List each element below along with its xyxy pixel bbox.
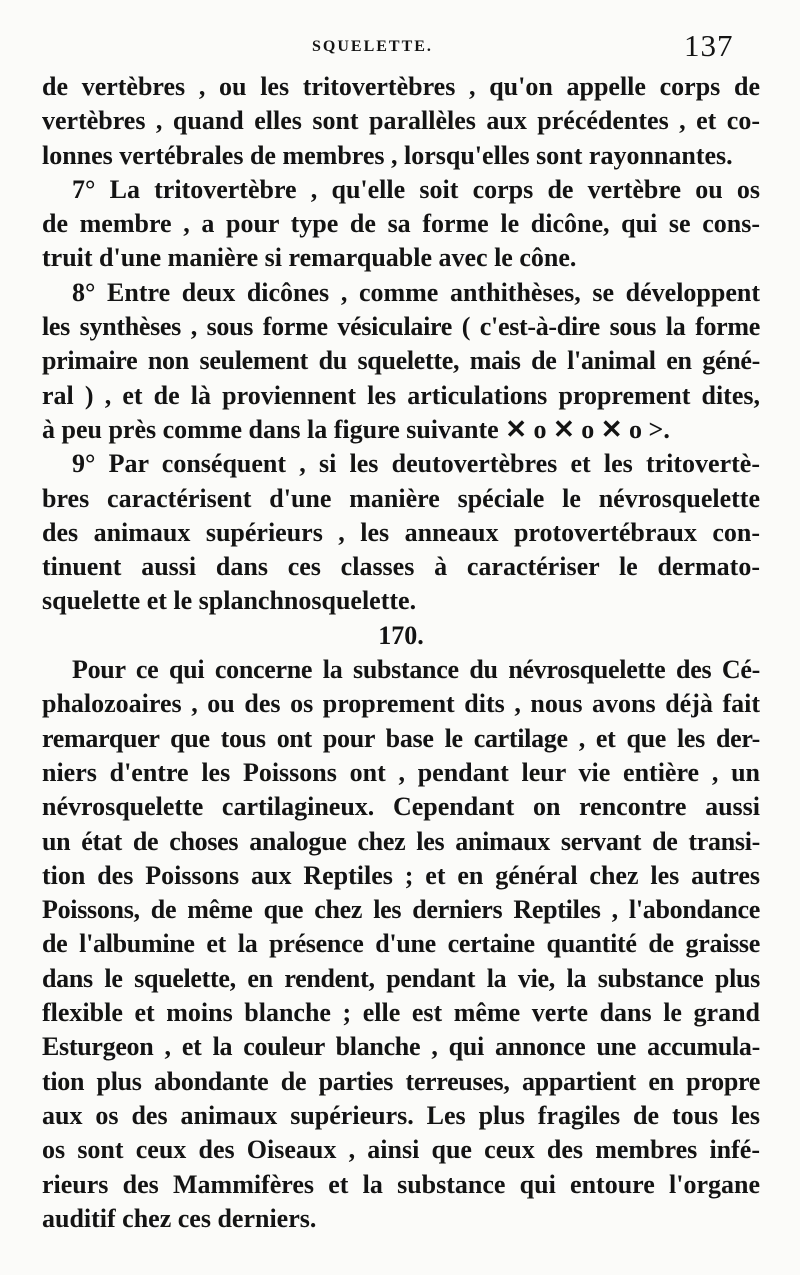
text-line: aux os des animaux supérieurs. Les plus fragiles de tous les <box>42 1100 760 1130</box>
text-line: phalozoaires , ou des os proprement dits , nous avons déjà fait <box>42 689 760 719</box>
text-line: auditif chez ces derniers. <box>42 1203 317 1233</box>
text-line: dans le squelette, en rendent, pendant la vie, la substance plus <box>42 963 760 993</box>
text-line: vertèbres , quand elles sont parallèles aux précédentes , et co- <box>42 106 760 136</box>
text-line: des animaux supérieurs , les anneaux protovertébraux con- <box>42 517 760 547</box>
text-line: niers d'entre les Poissons ont , pendant leur vie entière , un <box>42 757 760 787</box>
text-line: ral ) , et de là proviennent les articulations proprement dites, <box>42 380 760 410</box>
running-title: SQUELETTE. <box>312 38 433 55</box>
text-line: rieurs des Mammifères et la substance qui entoure l'organe <box>42 1169 760 1199</box>
text-line: tion plus abondante de parties terreuses, appartient en propre <box>42 1066 760 1096</box>
text-line: Poissons, de même que chez les derniers Reptiles , l'abondance <box>42 895 760 925</box>
text-line: lonnes vertébrales de membres , lorsqu'elles sont rayonnantes. <box>42 140 733 170</box>
text-line: de l'albumine et la présence d'une certaine quantité de graisse <box>42 929 760 959</box>
text-line: os sont ceux des Oiseaux , ainsi que ceux des membres infé- <box>42 1135 760 1165</box>
text-line: de membre , a pour type de sa forme le dicône, qui se cons- <box>42 209 760 239</box>
text-line: tinuent aussi dans ces classes à caractériser le dermato- <box>42 552 760 582</box>
page-number: 137 <box>684 28 734 63</box>
paragraph-7-start: 7° La tritovertèbre , qu'elle soit corps de vertèbre ou os <box>72 174 760 204</box>
paragraph-170-start: Pour ce qui concerne la substance du névrosquelette des Cé- <box>72 655 760 685</box>
text-line: primaire non seulement du squelette, mais de l'animal en géné- <box>42 346 760 376</box>
text-line: remarquer que tous ont pour base le cartilage , et que les der- <box>42 723 760 753</box>
paragraph-9-start: 9° Par conséquent , si les deutovertèbres et les tritovertè- <box>72 449 760 479</box>
body-text <box>42 70 760 1236</box>
text-line: tion des Poissons aux Reptiles ; et en général chez les autres <box>42 860 760 890</box>
text-line: squelette et le splanchnosquelette. <box>42 586 417 616</box>
text-line: flexible et moins blanche ; elle est même verte dans le grand <box>42 998 760 1028</box>
text-line: un état de choses analogue chez les animaux servant de transi- <box>42 826 760 856</box>
text-line-with-figure: à peu près comme dans la figure suivante ✕ o ✕ o ✕ o >. <box>42 414 670 444</box>
text-line: les synthèses , sous forme vésiculaire ( c'est-à-dire sous la forme <box>42 312 760 342</box>
text-line: bres caractérisent d'une manière spéciale le névrosquelette <box>42 483 760 513</box>
text-line: truit d'une manière si remarquable avec le cône. <box>42 243 577 273</box>
page-header <box>0 28 800 64</box>
text-line: Esturgeon , et la couleur blanche , qui annonce une accumula- <box>42 1032 760 1062</box>
paragraph-8-start: 8° Entre deux dicônes , comme anthithèses, se développent <box>72 277 760 307</box>
text-line: de vertèbres , ou les tritovertèbres , qu'on appelle corps de <box>42 72 760 101</box>
text-line: névrosquelette cartilagineux. Cependant on rencontre aussi <box>42 792 760 822</box>
section-number: 170. <box>378 620 424 650</box>
